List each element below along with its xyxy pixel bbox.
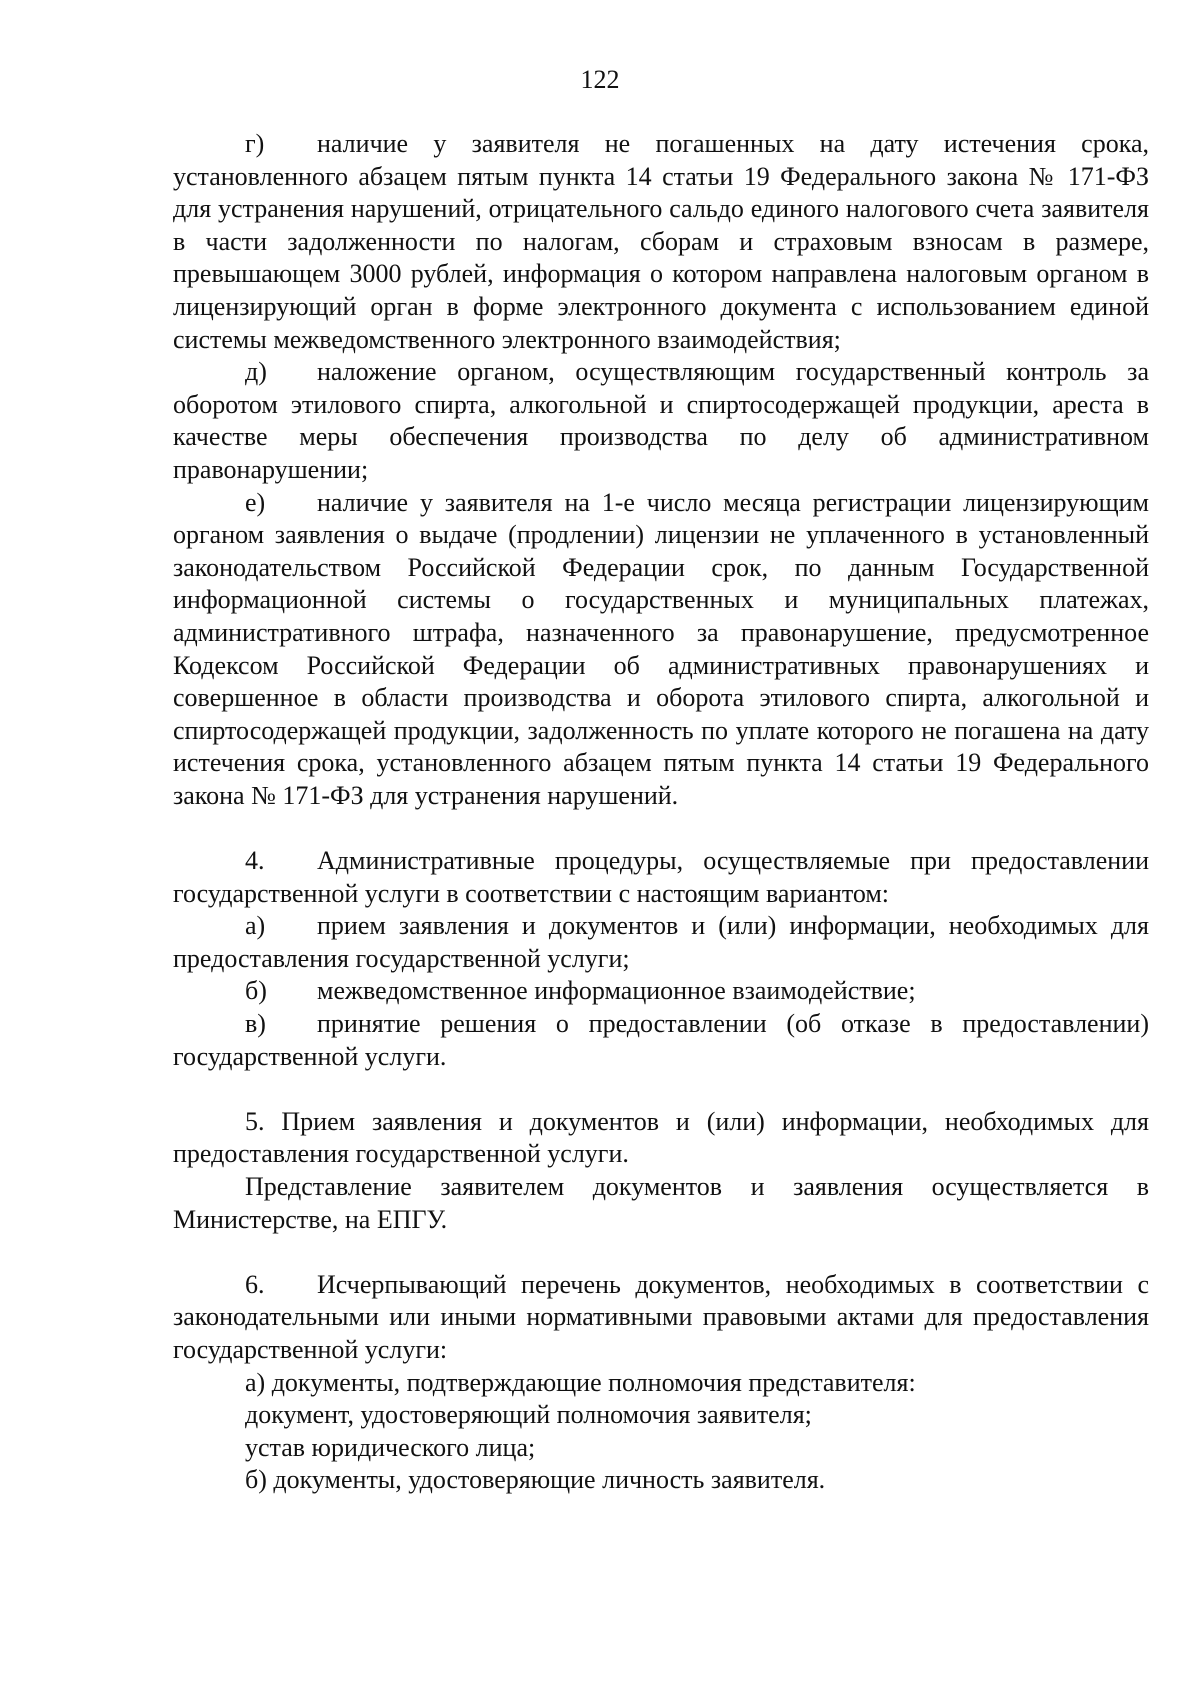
paragraph-g [173, 128, 1149, 356]
item-marker: в) [245, 1009, 266, 1039]
paragraph-submission [173, 1171, 1149, 1236]
paragraph-d [173, 356, 1149, 486]
paragraph-text: Представление заявителем документов и заявления осуществляется в Министерстве, на ЕПГУ. [173, 1172, 1149, 1234]
section-4-heading [173, 845, 1149, 910]
section-number: 4. [245, 846, 265, 876]
paragraph-text: наложение органом, осуществляющим государственный контроль за оборотом этилового спирта, алкогольной и спиртосодержащей продукции, ареста в качестве меры обеспечения производства по делу об административном правонарушении; [173, 357, 1149, 484]
item-marker: е) [245, 487, 266, 517]
paragraph-a [173, 910, 1149, 975]
page-number: 122 [580, 65, 620, 94]
item-marker: г) [245, 129, 265, 158]
list-item-b [173, 1464, 1149, 1497]
paragraph-v [173, 1008, 1149, 1073]
paragraph-text: принятие решения о предоставлении (об отказе в предоставлении) государственной услуги. [173, 1009, 1149, 1071]
item-marker: д) [245, 357, 267, 387]
paragraph-text: 5. Прием заявления и документов и (или) информации, необходимых для предоставления государственной услуги. [173, 1106, 1149, 1169]
list-item-charter [173, 1432, 1149, 1465]
paragraph-text: документ, удостоверяющий полномочия заявителя; [245, 1400, 812, 1430]
paragraph-b [173, 975, 1149, 1008]
paragraph-text: а) документы, подтверждающие полномочия представителя: [245, 1367, 916, 1397]
paragraph-text: устав юридического лица; [245, 1432, 536, 1462]
paragraph-gap [173, 1236, 1149, 1269]
paragraph-text: Исчерпывающий перечень документов, необходимых в соответствии с законодательными или иными нормативными правовыми актами для предоставления государственной услуги: [173, 1269, 1149, 1364]
item-marker: б) [245, 976, 267, 1006]
section-6-heading [173, 1269, 1149, 1367]
section-5-heading [173, 1106, 1149, 1171]
paragraph-text: межведомственное информационное взаимодействие; [317, 976, 916, 1006]
item-marker: а) [245, 911, 266, 941]
section-number: 6. [245, 1269, 265, 1299]
paragraph-text: б) документы, удостоверяющие личность заявителя. [245, 1465, 826, 1495]
paragraph-gap [173, 812, 1149, 845]
list-item-a [173, 1367, 1149, 1400]
paragraph-text: наличие у заявителя не погашенных на дату истечения срока, установленного абзацем пятым пункта 14 статьи 19 Федерального закона № 171-ФЗ для устранения нарушений, отрицательного сальдо единого налогового счета заявителя в части задолженности по налогам, сборам и страховым взносам в размере, превышающем 3000 рублей, информация о котором направлена налоговым органом в лицензирующий орган в форме электронного документа с использованием единой системы межведомственного электронного взаимодействия; [173, 129, 1149, 354]
paragraph-text: прием заявления и документов и (или) информации, необходимых для предоставления государственной услуги; [173, 911, 1149, 973]
document-body [173, 128, 1149, 1497]
paragraph-text: Административные процедуры, осуществляемые при предоставлении государственной услуги в соответствии с настоящим вариантом: [173, 846, 1149, 908]
paragraph-gap [173, 1073, 1149, 1106]
paragraph-text: наличие у заявителя на 1-е число месяца регистрации лицензирующим органом заявления о выдаче (продлении) лицензии не уплаченного в установленный законодательством Российской Федерации срок, по данным Государственной информационной системы о государственных и муниципальных платежах, административного штрафа, назначенного за правонарушение, предусмотренное Кодексом Российской Федерации об административных правонарушениях и совершенное в области производства и оборота этилового спирта, алкогольной и спиртосодержащей продукции, задолженность по уплате которого не погашена на дату истечения срока, установленного абзацем пятым пункта 14 статьи 19 Федерального закона № 171-ФЗ для устранения нарушений. [173, 487, 1149, 810]
paragraph-e [173, 487, 1149, 813]
list-item-authority-document [173, 1399, 1149, 1432]
